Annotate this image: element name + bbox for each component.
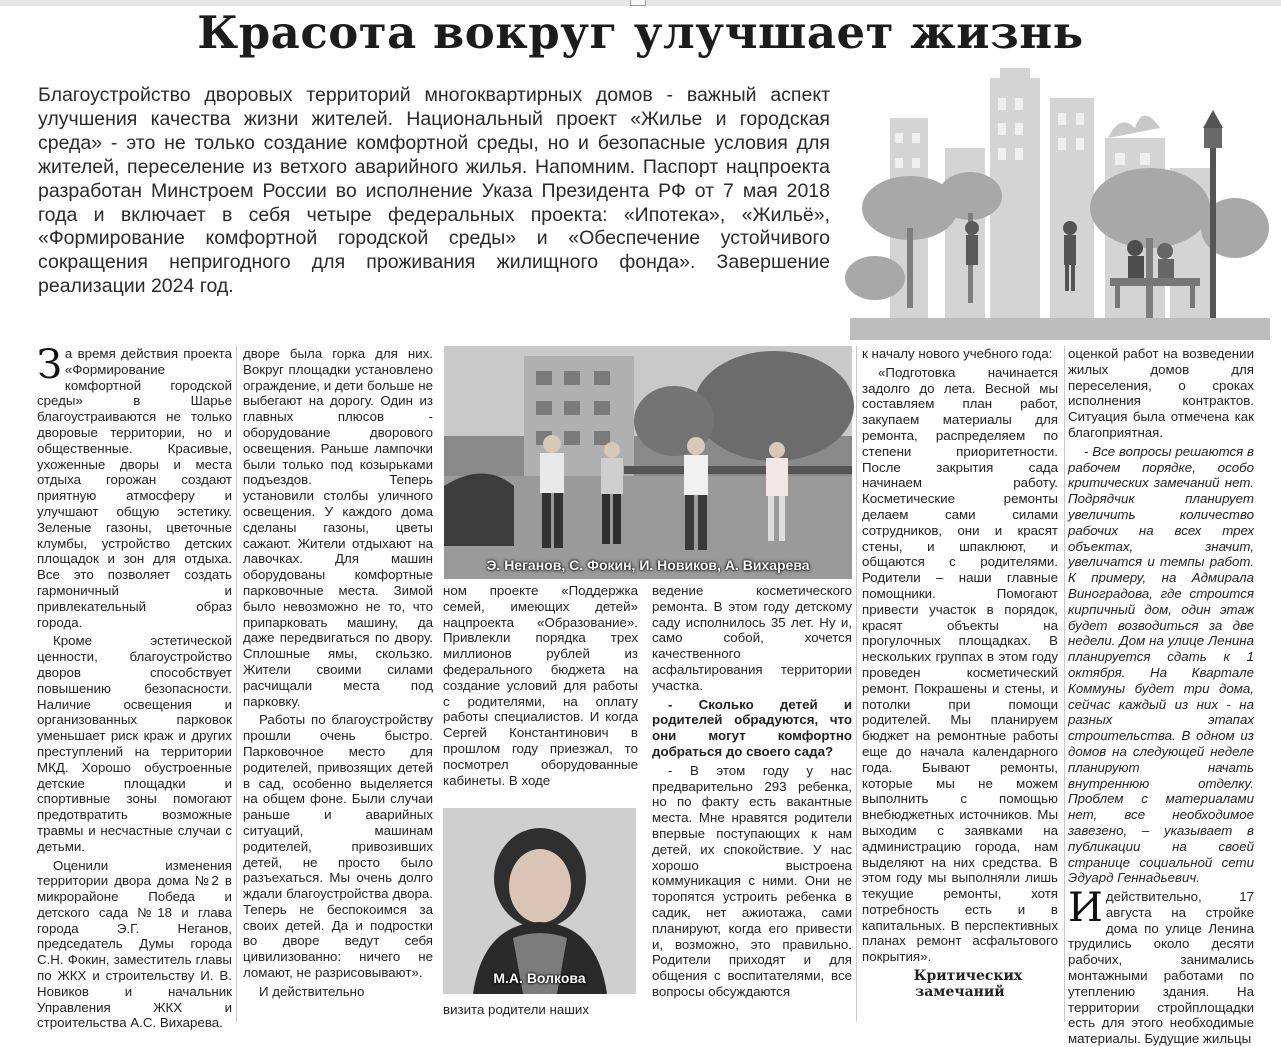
interview-question: - Сколько детей и родителей обрадуются, что они могут комфортно добраться до своего сада? <box>652 696 852 759</box>
paragraph: визита родители наших <box>443 1002 589 1017</box>
quote-paragraph: - Все вопросы решаются в рабочем порядке, особо критических замечаний нет. Подрядчик планирует увеличить количество рабочих на всех трех объектах, значит, увеличатся и темпы работ. К примеру, на Адмирала Виноградова, где строится кирпичный дом, один этаж будет возводиться за две недели. Дом на улице Ленина планируется сдать к 1 октября. На Квартале Коммуны будет три дома, сейчас каждый из них - на разных этапах строительства. В одном из домов на следующей неделе планируют начать внутреннюю отделку. Проблем с материалами нет, все необходимое завезено, – указывает в публикации на своей странице социальной сети Эдуард Геннадьевич. <box>1068 443 1254 886</box>
article-column-5 <box>862 346 1058 1022</box>
photo-caption: М.А. Волкова <box>493 970 586 986</box>
column-rule <box>236 346 237 1022</box>
article-lead: Благоустройство дворовых территорий многоквартирных домов - важный аспект улучшения качества жизни жителей. Национальный проект «Жилье и городская среда» - это не только создание комфортной среды, но и безопасные условия для жителей, переселение из ветхого аварийного жилья. Напомним. Паспорт нацпроекта разработан Минстроем России во исполнение Указа Президента РФ от 7 мая 2018 года и включает в себя четыре федеральных проекта: «Ипотека», «Жильё», «Формирование комфортной городской среды» и «Обеспечение устойчивого сокращения непригодного для проживания жилищного фонда». Завершение реализации 2024 год. <box>38 84 830 298</box>
volkova-photo <box>443 808 636 994</box>
photo-caption: Э. Неганов, С. Фокин, И. Новиков, А. Вихарева <box>486 557 810 573</box>
paragraph: Оценили изменения территории двора дома №2 в микрорайоне Победа и детского сада №18 и глава города Э.Г. Неганов, председатель Думы города С.Н. Фокин, заместитель главы по ЖКХ и строительству И. В. Новиков и начальник Управления ЖКХ и строительства А.С. Вихарева. <box>37 857 232 1031</box>
article-column-1 <box>37 342 232 1031</box>
article-column-6 <box>1068 346 1254 1047</box>
column-rule <box>856 346 857 1022</box>
paragraph: действительно, 17 августа на стройке дома по улице Ленина трудились около десяти рабочих, занимались монтажными работами по утеплению здания. На территории стройплощадки есть для этого необходимые материалы. Будущие жильцы <box>1068 889 1254 1047</box>
column-rule <box>1064 346 1065 1022</box>
article-column-2 <box>243 346 433 1022</box>
paragraph: а время действия проекта «Формирование комфортной городской среды» в Шарье благоустраиваются не только дворовые территории, но и общественные. Красивые, ухоженные дворы и места отдыха горожан создают приятную атмосферу и улучшают общую эстетику. Зеленые газоны, цветочные клумбы, устройство детских площадок и зон для отдыха. Все это позволяет создать гармоничный и привлекательный образ города. <box>37 346 232 630</box>
officials-photo-image <box>444 346 852 579</box>
paragraph: дворе была горка для них. Вокруг площадки установлено ограждение, и дети больше не выбегают на дорогу. Один из главных плюсов - оборудование дворового освещения. Раньше лампочки были только под козырьками подъездов. Теперь установили столбы уличного освещения. У каждого дома сделаны газоны, цветы сажают. Жители отдыхают на лавочках. Для машин оборудованы комфортные парковочные места. Зимой было невозможно не то, что припарковать машину, да даже передвигаться по двору. Сплошные ямы, скользко. Жители своими силами расчищали места под парковку. <box>243 346 433 709</box>
paragraph: Кроме эстетической ценности, благоустройство дворов способствует повышению безопасности. Наличие освещения и организованных парковок уменьшает риск краж и других преступлений на территории МКД. Хорошо обустроенные детские площадки и спортивные зоны помогают предотвратить возможные травмы и несчастные случаи с детьми. <box>37 633 232 854</box>
paragraph: Работы по благоустройству прошли очень быстро. Парковочное место для родителей, привозящих детей в сад, особенно выделяется на общем фоне. Были случаи раньше и аварийных ситуаций, машинам родителей, привозивших детей, не просто было разъехаться. Мы очень долго ждали благоустройства двора. Теперь не беспокоимся за своих детей. Да и подростки во дворе ведут себя цивилизованно: ничего не ломают, не разрисовывают». <box>243 712 433 981</box>
article-column-3-bottom <box>443 1002 638 1022</box>
paragraph: - В этом году у нас предварительно 293 ребенка, но по факту есть вакантные места. Мне нравятся родители впервые поступающих к нам детей, их спокойствие. У нас хорошо выстроена коммуникация с ними. Они не торопятся устроить ребенка в садик, нет ажиотажа, сами планируют, когда его привести и, возможно, это правильно. Родители приходят и для общения с воспитателями, все вопросы обсуждаются <box>652 762 852 999</box>
article-headline: Красота вокруг улучшает жизнь <box>197 6 1084 59</box>
drop-cap: З <box>37 342 62 388</box>
paragraph: к началу нового учебного года: <box>862 346 1053 361</box>
section-subhead: Критических замечаний <box>913 968 1023 1001</box>
article-column-3 <box>443 583 638 807</box>
paragraph: ведение косметического ремонта. В этом году детскому саду исполнилось 35 лет. Ну и, само собой, хочется качественного асфальтирования территории участка. <box>652 583 852 693</box>
volkova-photo-image <box>443 808 636 994</box>
paragraph: «Подготовка начинается задолго до лета. Весной мы составляем план работ, закупаем материалы для ремонта, распределяем по степени приоритетности. После закрытия сада начинаем работу. Косметические ремонты делаем сами силами сотрудников, они и красят стены, и шпаклюют, и общаются с родителями. Родители – наши главные помощники. Помогают привести участок в порядок, красят объекты на прогулочных площадках. В нескольких группах в этом году проведен косметический ремонт. Покрашены и стены, и потолки при помощи родителей. Мы планируем бюджет на ремонтные работы еще до начала календарного года. Бывают ремонты, которые мы не можем выполнить с помощью внебюджетных источников. Мы выходим с заявками на администрацию города, нам выделяют на них средства. В этом году мы выполняли лишь текущие ремонты, хотя потребность есть и в капитальных. В перспективных планах ремонт асфальтового покрытия». <box>862 364 1058 965</box>
drop-cap: И <box>1068 885 1103 932</box>
officials-photo <box>444 346 852 579</box>
paragraph: И действительно <box>259 983 365 999</box>
paragraph: ном проекте «Поддержка семей, имеющих детей» нацпроекта «Образование». Привлекли порядка трех миллионов рублей из федерального бюджета на создание условий для работы с родителями, на оплату работы специалистов. И когда Сергей Константинович в прошлом году приезжал, то посмотрел оборудованные кабинеты. В ходе <box>443 583 638 788</box>
city-park-illustration <box>850 78 1270 340</box>
article-column-4 <box>652 583 852 1022</box>
paragraph: оценкой работ на возведении жилых домов для переселения, о сроках исполнения контрактов. Ситуация была отмечена как благоприятная. <box>1068 346 1254 440</box>
